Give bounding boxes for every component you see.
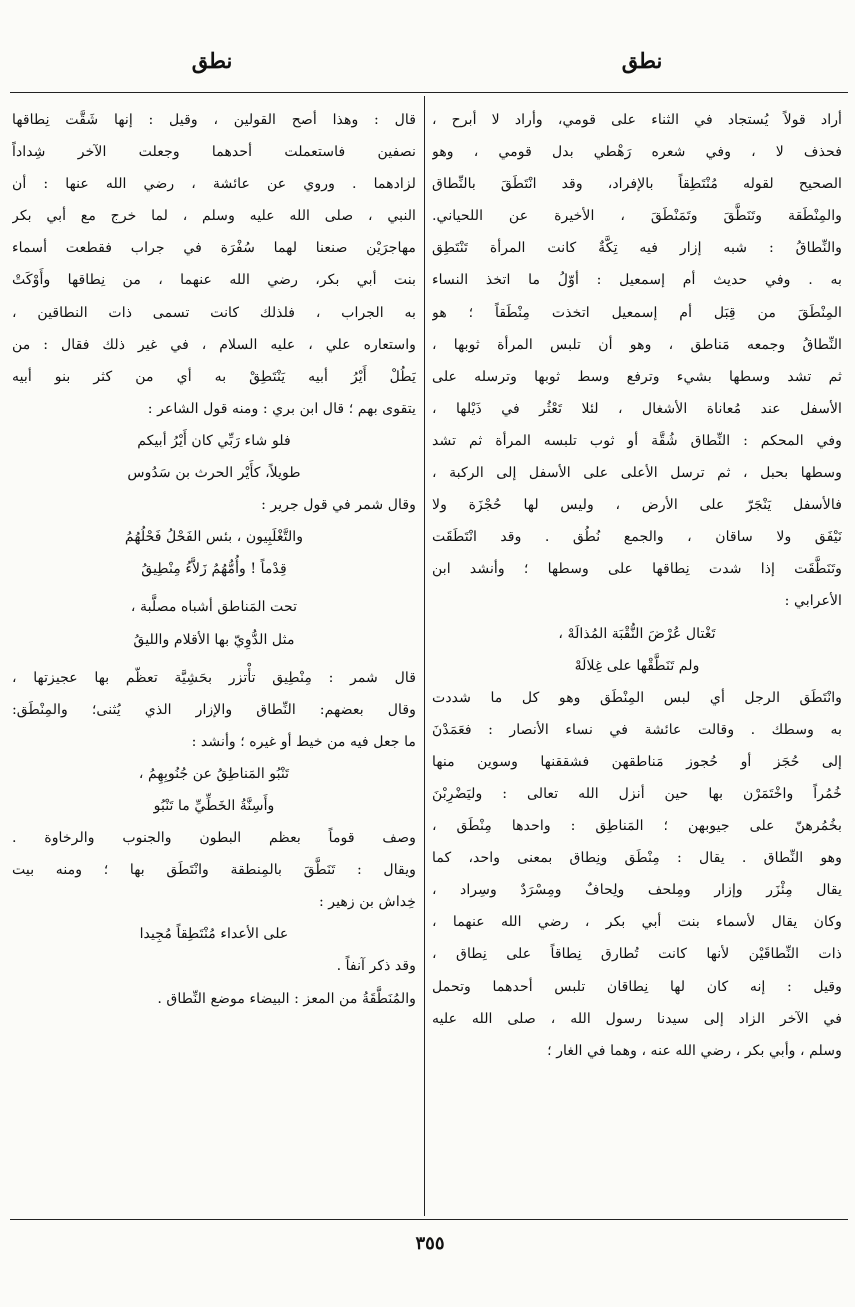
text-line: يَطُلْ أَيْرُ أبيه يَنْتَطِقْ به أي من كثر بنو أبيه: [12, 368, 416, 385]
left-column: [12, 104, 416, 1015]
text-line: خِداش بن زهير :: [319, 894, 416, 911]
right-column: [432, 104, 842, 1067]
text-line: به . وفي حديث أم إسمعيل : أوّلُ ما اتخذ النساء: [432, 272, 842, 289]
text-line: به الجراب ، فلذلك كانت تسمى ذات النطاقين ،: [12, 304, 416, 321]
text-line: الأسفل عند مُعاناة الأشغال ، لئلا تَعْثُر في ذَيْلها ،: [432, 400, 842, 417]
text-line: وقال بعضهم: النِّطاق والإزار الذي يُثنى؛ والمِنْطَق:: [12, 701, 416, 718]
text-line: وقد ذكر آنفاً .: [336, 958, 416, 975]
verse-line: مثل الدُّوِيّ بها الأقلام والليقُ: [133, 631, 295, 648]
text-line: وقيل : إنه كان لها نِطاقان تلبس أحدهما وتحمل: [432, 978, 842, 995]
header-right-word: نطق: [621, 48, 663, 73]
text-line: فالأسفل يَنْجَرّ على الأرض ، وليس لها حُجْزَة ولا: [432, 497, 842, 514]
verse-line: ولم تَنَطَّقْها على غِلالَهْ: [574, 657, 700, 674]
text-line: والمُنَطَّقَةُ من المعز : البيضاء موضع النِّطاق .: [157, 990, 416, 1007]
text-line: خُمُراً واخْتَمَرْن بها حين أنزل الله تعالى : وليَضْرِبْنَ: [432, 785, 842, 802]
verse-line: فلو شاء رَبِّي كان أَيْرُ أبيكم: [137, 432, 291, 449]
header-rule: [10, 92, 848, 93]
text-line: المِنْطَقَ من قِبَل أم إسمعيل اتخذت مِنْطَقاً ؛ هو: [432, 304, 842, 321]
text-line: بخُمُرهنّ على جيوبهن ؛ المَناطِق : واحدها مِنْطَق ،: [432, 818, 842, 835]
text-line: لزادهما . وروي عن عائشة ، رضي الله عنها : أن: [12, 176, 416, 193]
text-line: في الآخر الزاد إلى سيدنا رسول الله ، صلى الله عليه: [432, 1010, 842, 1027]
text-line: بنت أبي بكر، رضي الله عنهما ، من نِطاقها وأَوْكَتْ: [12, 272, 416, 289]
text-line: وانْتَطَق الرجل أي لبس المِنْطَق وهو كل ما شددت: [432, 689, 842, 706]
verse-line: تَنْبُو المَناطِقُ عن جُنُوبِهِمُ ،: [138, 765, 290, 782]
text-line: والنِّطاقُ : شبه إزار فيه تِكَّةٌ كانت المرأة تَنْتَطِق: [432, 240, 842, 257]
verse-line: تَغْتال عُرْضَ النُّقْبَة المُذالَهْ ،: [558, 625, 716, 642]
header-left-word: نطق: [191, 48, 233, 73]
footer-rule: [10, 1219, 848, 1220]
text-line: وتَنَطَّقَت إذا شدت نِطاقها على وسطها ؛ وأنشد ابن: [432, 561, 842, 578]
text-line: وهو النِّطاق . يقال : مِنْطَق ونِطاق بمعنى واحد، كما: [432, 850, 842, 867]
text-line: ويقال : تَنَطَّقَ بالمِنطقة وانْتَطَق بها ؛ ومنه بيت: [12, 862, 416, 879]
text-line: ثم تشد وسطها بشيء وترفع وسط ثوبها وترسله على: [432, 368, 842, 385]
column-divider: [424, 96, 425, 1216]
verse-line: قِدْماً ! وأُمُّهُمُ زَلاَّءُ مِنْطِيقُ: [141, 561, 287, 578]
verse-line: تحت المَناطق أشباه مصلَّبة ،: [130, 599, 298, 616]
text-line: به وسطك . وقالت عائشة في نساء الأنصار : فعَمَدْنَ: [432, 721, 842, 738]
text-line: إلى حُجَز أو حُجوز مَناطقهن فشققنها وسوين منها: [432, 753, 842, 770]
verse-line: طويلاً، كأَيْر الحرث بن سَدُوس: [127, 465, 301, 482]
text-line: وفي المحكم : النِّطاق شُقَّة أو ثوب تلبسه المرأة ثم تشد: [432, 432, 842, 449]
text-line: أراد قولاً يُستجاد في الثناء على قومي، وأراد لا أبرح ،: [432, 112, 842, 128]
text-line: نصفين فاستعملت أحدهما وجعلت الآخر شِداداً: [12, 144, 416, 161]
text-line: قال شمر : مِنْطِيق تأْتزر بحَشِيَّة تعظّم بها عجيزتها ،: [12, 669, 416, 686]
text-line: والمِنْطَقة وتَنَطَّقَ وتَمَنْطَقَ ، الأخيرة عن اللحياني.: [432, 208, 842, 225]
text-line: ذات النِّطاقَيْن لأنها كانت تُطارق نِطاقاً على نِطاق ،: [432, 946, 842, 963]
verse-line: على الأعداء مُنْتَطِقاً مُجِيدا: [139, 926, 289, 943]
text-line: الأعرابي :: [784, 593, 842, 610]
text-line: النبي ، صلى الله عليه وسلم ، لما خرج مع أبي بكر: [12, 208, 416, 225]
text-line: يقال مِئْزَر وإزار ومِلحف ولِحافٌ ومِسْرَدٌ وسِراد ،: [432, 882, 842, 899]
text-line: الصحيح لقوله مُنْتَطِقاً بالإفراد، وقد انْتَطَقَ بالنِّطاق: [432, 176, 842, 193]
text-line: قال : وهذا أصح القولين ، وقيل : إنها شَقَّت نِطاقها: [12, 112, 416, 128]
text-line: وكان يقال لأسماء بنت أبي بكر ، رضي الله عنهما ،: [432, 914, 842, 931]
text-line: مهاجرَيْن صنعنا لهما سُفْرَة في جراب فقطعت أسماء: [12, 240, 416, 257]
text-line: وسلم ، وأبي بكر ، رضي الله عنه ، وهما في الغار ؛: [547, 1042, 842, 1059]
text-line: وصف قوماً بعظم البطون والجنوب والرخاوة .: [12, 830, 416, 847]
text-line: نَيْفَق ولا ساقان ، والجمع نُطُق . وقد انْتَطَقَت: [432, 529, 842, 546]
text-line: فحذف لا ، وفي شعره رَهْطي بدل قومي ، وهو: [432, 144, 842, 161]
verse-line: والتَّغْلَبِيون ، بئس الفَحْلُ فَحْلُهُمُ: [124, 529, 304, 546]
text-line: وسطها بحبل ، ثم ترسل الأعلى على الأسفل إلى الركبة ،: [432, 465, 842, 482]
text-line: واستعاره علي ، عليه السلام ، في غير ذلك فقال : من: [12, 336, 416, 353]
page-number: ٣٥٥: [415, 1233, 445, 1254]
verse-line: وأَسِنَّةُ الخَطِّيِّ ما تَنْبُو: [153, 797, 275, 814]
text-line: وقال شمر في قول جرير :: [261, 497, 416, 514]
text-line: النِّطاقُ وجمعه مَناطق ، وهو أن تلبس المرأة ثوبها ،: [432, 336, 842, 353]
text-line: ما جعل فيه من خيط أو غيره ؛ وأنشد :: [191, 733, 416, 750]
text-line: يتقوى بهم ؛ قال ابن بري : ومنه قول الشاعر :: [147, 400, 416, 417]
